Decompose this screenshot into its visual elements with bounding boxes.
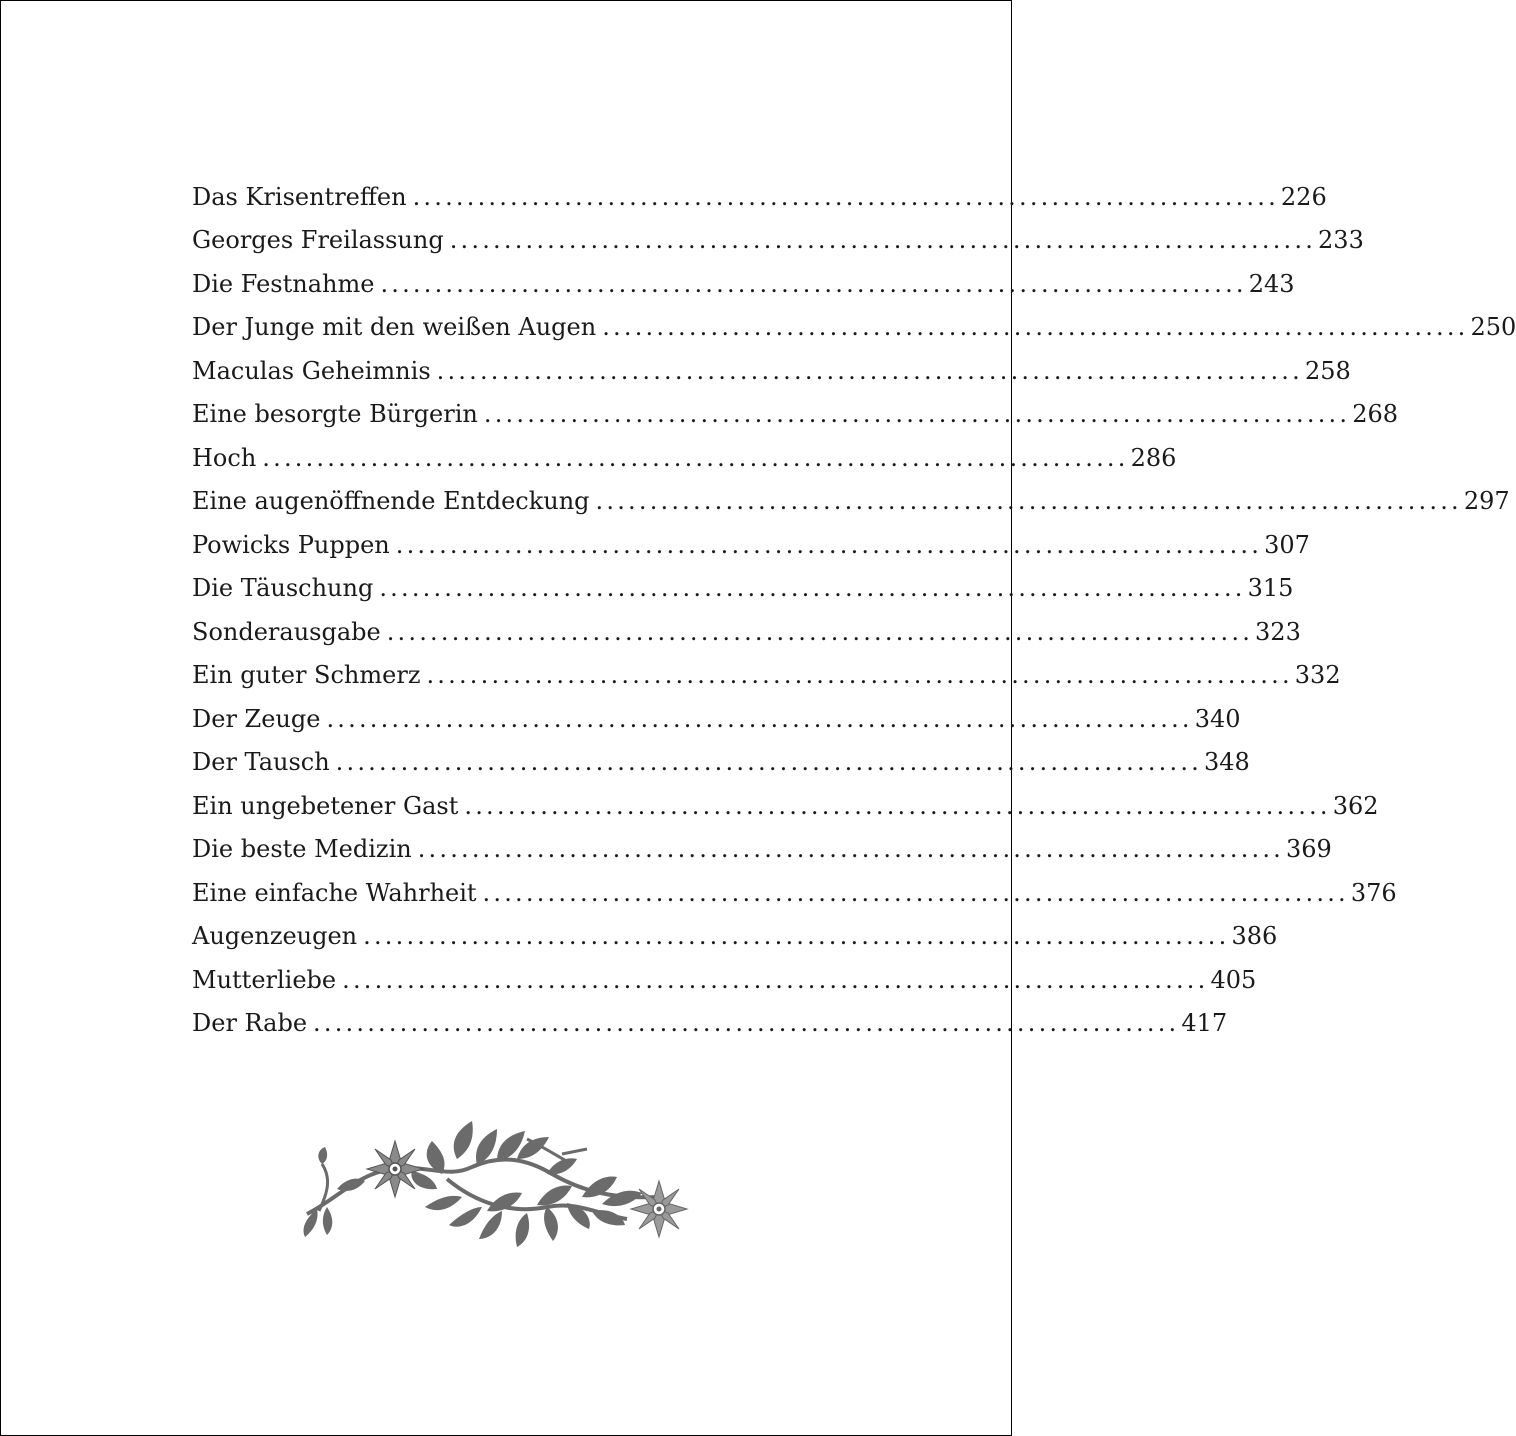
entry-page-number: 307: [1264, 530, 1310, 559]
entry-title: Mutterliebe: [192, 965, 337, 994]
entry-title: Der Zeuge: [192, 704, 321, 733]
dot-leader: ................................................................................: [326, 704, 1193, 733]
toc-entry: [192, 349, 1351, 393]
floral-vine-icon: [297, 1119, 697, 1249]
entry-title: Eine augenöffnende Entdeckung: [192, 487, 590, 516]
dot-leader: ................................................................................: [363, 922, 1230, 951]
entry-title: Eine einfache Wahrheit: [192, 878, 477, 907]
dot-leader: ................................................................................: [342, 965, 1209, 994]
dot-leader: ................................................................................: [483, 400, 1351, 429]
toc-entry: [192, 610, 1301, 654]
entry-title: Augenzeugen: [192, 922, 358, 951]
toc-entry: [192, 784, 1379, 828]
entry-title: Hoch: [192, 443, 257, 472]
entry-title: Georges Freilassung: [192, 226, 444, 255]
dot-leader: ................................................................................: [482, 878, 1349, 907]
toc-entry: [192, 480, 1510, 524]
entry-page-number: 340: [1194, 704, 1241, 733]
entry-title: Der Junge mit den weißen Augen: [192, 313, 597, 342]
entry-page-number: 268: [1352, 400, 1398, 429]
dot-leader: ................................................................................: [464, 791, 1331, 820]
entry-page-number: 369: [1286, 835, 1332, 864]
toc-entry: [192, 915, 1278, 959]
dot-leader: ................................................................................: [395, 530, 1263, 559]
table-of-contents: [192, 175, 1516, 1045]
entry-title: Die Täuschung: [192, 574, 374, 603]
toc-entry: [192, 828, 1332, 872]
dot-leader: ................................................................................: [313, 1009, 1180, 1038]
entry-page-number: 332: [1294, 661, 1341, 690]
entry-page-number: 417: [1181, 1009, 1228, 1038]
entry-page-number: 233: [1318, 226, 1364, 255]
entry-page-number: 323: [1255, 617, 1301, 646]
toc-entry: [192, 523, 1310, 567]
entry-title: Der Rabe: [192, 1009, 308, 1038]
dot-leader: ................................................................................: [602, 313, 1469, 342]
entry-title: Das Krisentreffen: [192, 182, 407, 211]
entry-page-number: 243: [1248, 269, 1295, 298]
toc-entry: [192, 393, 1398, 437]
entry-page-number: 405: [1210, 965, 1257, 994]
entry-page-number: 286: [1130, 443, 1177, 472]
entry-page-number: 297: [1463, 487, 1510, 516]
entry-title: Eine besorgte Bürgerin: [192, 400, 478, 429]
toc-entry: [192, 436, 1177, 480]
dot-leader: ................................................................................: [379, 574, 1246, 603]
entry-title: Powicks Puppen: [192, 530, 390, 559]
toc-entry: [192, 958, 1257, 1002]
entry-title: Die Festnahme: [192, 269, 375, 298]
dot-leader: ................................................................................: [417, 835, 1285, 864]
entry-page-number: 362: [1332, 791, 1379, 820]
dot-leader: ................................................................................: [262, 443, 1129, 472]
dot-leader: ................................................................................: [380, 269, 1247, 298]
entry-page-number: 315: [1247, 574, 1294, 603]
toc-entry: [192, 1002, 1228, 1046]
entry-page-number: 258: [1304, 356, 1351, 385]
dot-leader: ................................................................................: [595, 487, 1462, 516]
entry-title: Sonderausgabe: [192, 617, 381, 646]
dot-leader: ................................................................................: [335, 748, 1202, 777]
entry-page-number: 348: [1203, 748, 1250, 777]
entry-title: Maculas Geheimnis: [192, 356, 431, 385]
dot-leader: ................................................................................: [426, 661, 1293, 690]
dot-leader: ................................................................................: [436, 356, 1303, 385]
toc-entry: [192, 567, 1294, 611]
entry-title: Die beste Medizin: [192, 835, 412, 864]
entry-page-number: 250: [1470, 313, 1516, 342]
entry-page-number: 386: [1231, 922, 1278, 951]
entry-title: Ein ungebetener Gast: [192, 791, 459, 820]
toc-entry: [192, 871, 1397, 915]
toc-entry: [192, 697, 1241, 741]
toc-entry: [192, 741, 1250, 785]
entry-title: Der Tausch: [192, 748, 330, 777]
entry-title: Ein guter Schmerz: [192, 661, 421, 690]
entry-page-number: 376: [1350, 878, 1397, 907]
dot-leader: ................................................................................: [386, 617, 1254, 646]
entry-page-number: 226: [1280, 182, 1327, 211]
dot-leader: ................................................................................: [412, 182, 1279, 211]
dot-leader: ................................................................................: [449, 226, 1317, 255]
toc-entry: [192, 306, 1516, 350]
toc-entry: [192, 654, 1341, 698]
toc-entry: [192, 219, 1364, 263]
toc-entry: [192, 262, 1295, 306]
toc-entry: [192, 175, 1327, 219]
